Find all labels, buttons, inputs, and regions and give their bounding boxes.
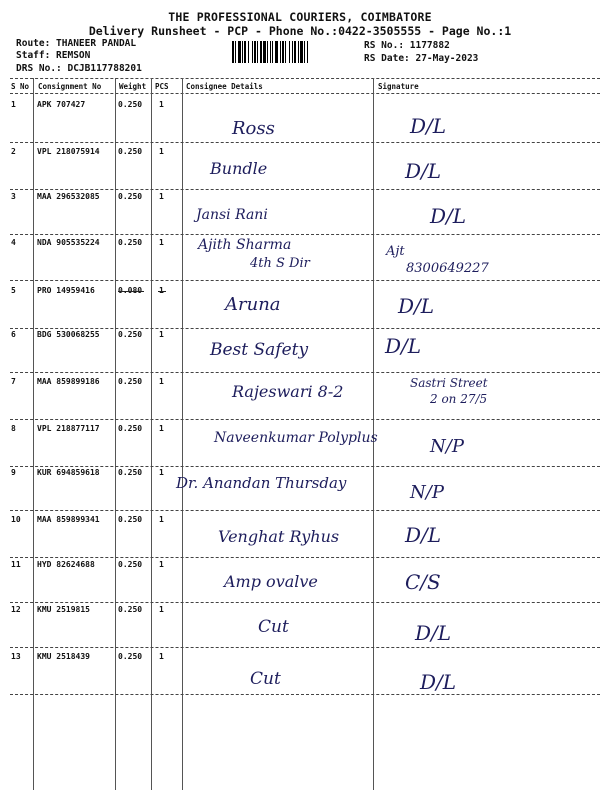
row-sno: 12 (11, 605, 21, 614)
col-divider (182, 78, 183, 790)
row-consignment-no: PRO 14959416 (37, 286, 95, 295)
row-weight: 0.250 (118, 330, 143, 339)
row-signature: D/L (430, 204, 467, 228)
row-consignment-no: VPL 218075914 (37, 147, 100, 156)
row-pcs: 1 (159, 424, 164, 433)
runsheet-subtitle: Delivery Runsheet - PCP - Phone No.:0422-3505555 - Page No.:1 (88, 24, 512, 38)
row-consignment-no: NDA 905535224 (37, 238, 100, 247)
row-pcs: 1 (159, 468, 164, 477)
header-top-rule (10, 78, 600, 79)
row-consignment-no: KUR 694859618 (37, 468, 100, 477)
row-separator (10, 466, 600, 467)
row-weight: 0.250 (118, 560, 143, 569)
col-divider (151, 78, 152, 790)
header-bottom-rule (10, 93, 600, 94)
row-signature: D/L (410, 114, 447, 138)
company-title: THE PROFESSIONAL COURIERS, COIMBATORE (168, 10, 432, 24)
col-divider (115, 78, 116, 790)
row-consignee-handwriting: Jansi Rani (196, 207, 268, 223)
pcs-strikethrough (158, 291, 166, 292)
row-separator (10, 234, 600, 235)
row-signature: D/L (405, 523, 442, 547)
row-sno: 6 (11, 330, 16, 339)
row-pcs: 1 (159, 515, 164, 524)
row-consignment-no: APK 707427 (37, 100, 86, 109)
row-weight: 0.250 (118, 192, 143, 201)
row-signature: Sastri Street (410, 376, 488, 390)
row-consignee-handwriting: Ajith Sharma (198, 237, 292, 253)
row-weight: 0.250 (118, 100, 143, 109)
row-pcs: 1 (159, 192, 164, 201)
row-signature: 8300649227 (406, 261, 489, 276)
col-consignment: Consignment No (38, 82, 102, 91)
row-signature: N/P (430, 436, 464, 457)
row-weight: 0.250 (118, 605, 143, 614)
row-sno: 10 (11, 515, 21, 524)
row-sno: 7 (11, 377, 16, 386)
row-consignment-no: KMU 2518439 (37, 652, 90, 661)
row-pcs: 1 (159, 238, 164, 247)
row-pcs: 1 (159, 605, 164, 614)
row-signature: 2 on 27/5 (430, 392, 488, 406)
row-pcs: 1 (159, 377, 164, 386)
row-consignee-handwriting: Rajeswari 8-2 (232, 382, 344, 401)
row-consignment-no: MAA 859899186 (37, 377, 100, 386)
rs-date: RS Date: 27-May-2023 (364, 53, 479, 64)
row-sno: 8 (11, 424, 16, 433)
row-separator (10, 557, 600, 558)
col-sno: S No (11, 82, 30, 91)
col-pcs: PCS (155, 82, 169, 91)
row-sno: 1 (11, 100, 16, 109)
row-consignee-handwriting: Cut (250, 669, 281, 689)
row-separator (10, 328, 600, 329)
row-consignee-handwriting: Best Safety (210, 340, 309, 360)
row-consignment-no: BDG 530068255 (37, 330, 100, 339)
row-consignee-handwriting: Dr. Anandan Thursday (176, 474, 347, 492)
row-consignment-no: VPL 218877117 (37, 424, 100, 433)
row-separator (10, 189, 600, 190)
drs-number: DRS No.: DCJB117788201 (16, 63, 142, 74)
row-sno: 4 (11, 238, 16, 247)
row-consignee-handwriting-2: 4th S Dir (250, 256, 310, 271)
rs-number: RS No.: 1177882 (364, 40, 450, 51)
row-consignee-handwriting: Aruna (225, 294, 281, 315)
row-signature: D/L (385, 334, 422, 358)
staff-label: Staff: REMSON (16, 50, 91, 61)
row-separator (10, 372, 600, 373)
row-consignment-no: MAA 296532085 (37, 192, 100, 201)
row-consignment-no: KMU 2519815 (37, 605, 90, 614)
row-pcs: 1 (159, 652, 164, 661)
row-consignee-handwriting: Ross (232, 118, 275, 139)
row-consignee-handwriting: Naveenkumar Polyplus (214, 430, 378, 446)
row-signature: D/L (405, 159, 442, 183)
row-sno: 2 (11, 147, 16, 156)
row-separator (10, 419, 600, 420)
row-separator (10, 647, 600, 648)
row-separator (10, 602, 600, 603)
row-consignee-handwriting: Venghat Ryhus (218, 527, 340, 546)
col-consignee: Consignee Details (186, 82, 263, 91)
row-signature: C/S (405, 570, 441, 594)
row-separator (10, 142, 600, 143)
row-sno: 3 (11, 192, 16, 201)
row-pcs: 1 (159, 286, 164, 295)
col-weight: Weight (119, 82, 147, 91)
row-separator (10, 694, 600, 695)
row-pcs: 1 (159, 100, 164, 109)
row-consignee-handwriting: Amp ovalve (224, 572, 318, 591)
row-weight: 0.080 (118, 286, 143, 295)
row-consignee-handwriting: Cut (258, 617, 289, 637)
row-pcs: 1 (159, 330, 164, 339)
row-pcs: 1 (159, 560, 164, 569)
row-pcs: 1 (159, 147, 164, 156)
col-signature: Signature (378, 82, 419, 91)
row-sno: 13 (11, 652, 21, 661)
barcode-image (232, 41, 358, 63)
row-signature: N/P (410, 482, 444, 503)
row-consignment-no: HYD 82624688 (37, 560, 95, 569)
col-divider (33, 78, 34, 790)
row-weight: 0.250 (118, 424, 143, 433)
row-weight: 0.250 (118, 515, 143, 524)
row-weight: 0.250 (118, 377, 143, 386)
row-consignee-handwriting: Bundle (210, 159, 268, 178)
row-signature: D/L (415, 621, 452, 645)
row-weight: 0.250 (118, 147, 143, 156)
row-weight: 0.250 (118, 652, 143, 661)
row-weight: 0.250 (118, 468, 143, 477)
row-separator (10, 280, 600, 281)
weight-strikethrough (118, 291, 144, 292)
route-label: Route: THANEER PANDAL (16, 38, 137, 49)
row-signature: D/L (398, 294, 435, 318)
row-signature: D/L (420, 670, 457, 694)
row-sno: 11 (11, 560, 21, 569)
row-sno: 5 (11, 286, 16, 295)
row-separator (10, 510, 600, 511)
row-consignment-no: MAA 859899341 (37, 515, 100, 524)
row-weight: 0.250 (118, 238, 143, 247)
row-signature: Ajt (386, 244, 405, 259)
row-sno: 9 (11, 468, 16, 477)
